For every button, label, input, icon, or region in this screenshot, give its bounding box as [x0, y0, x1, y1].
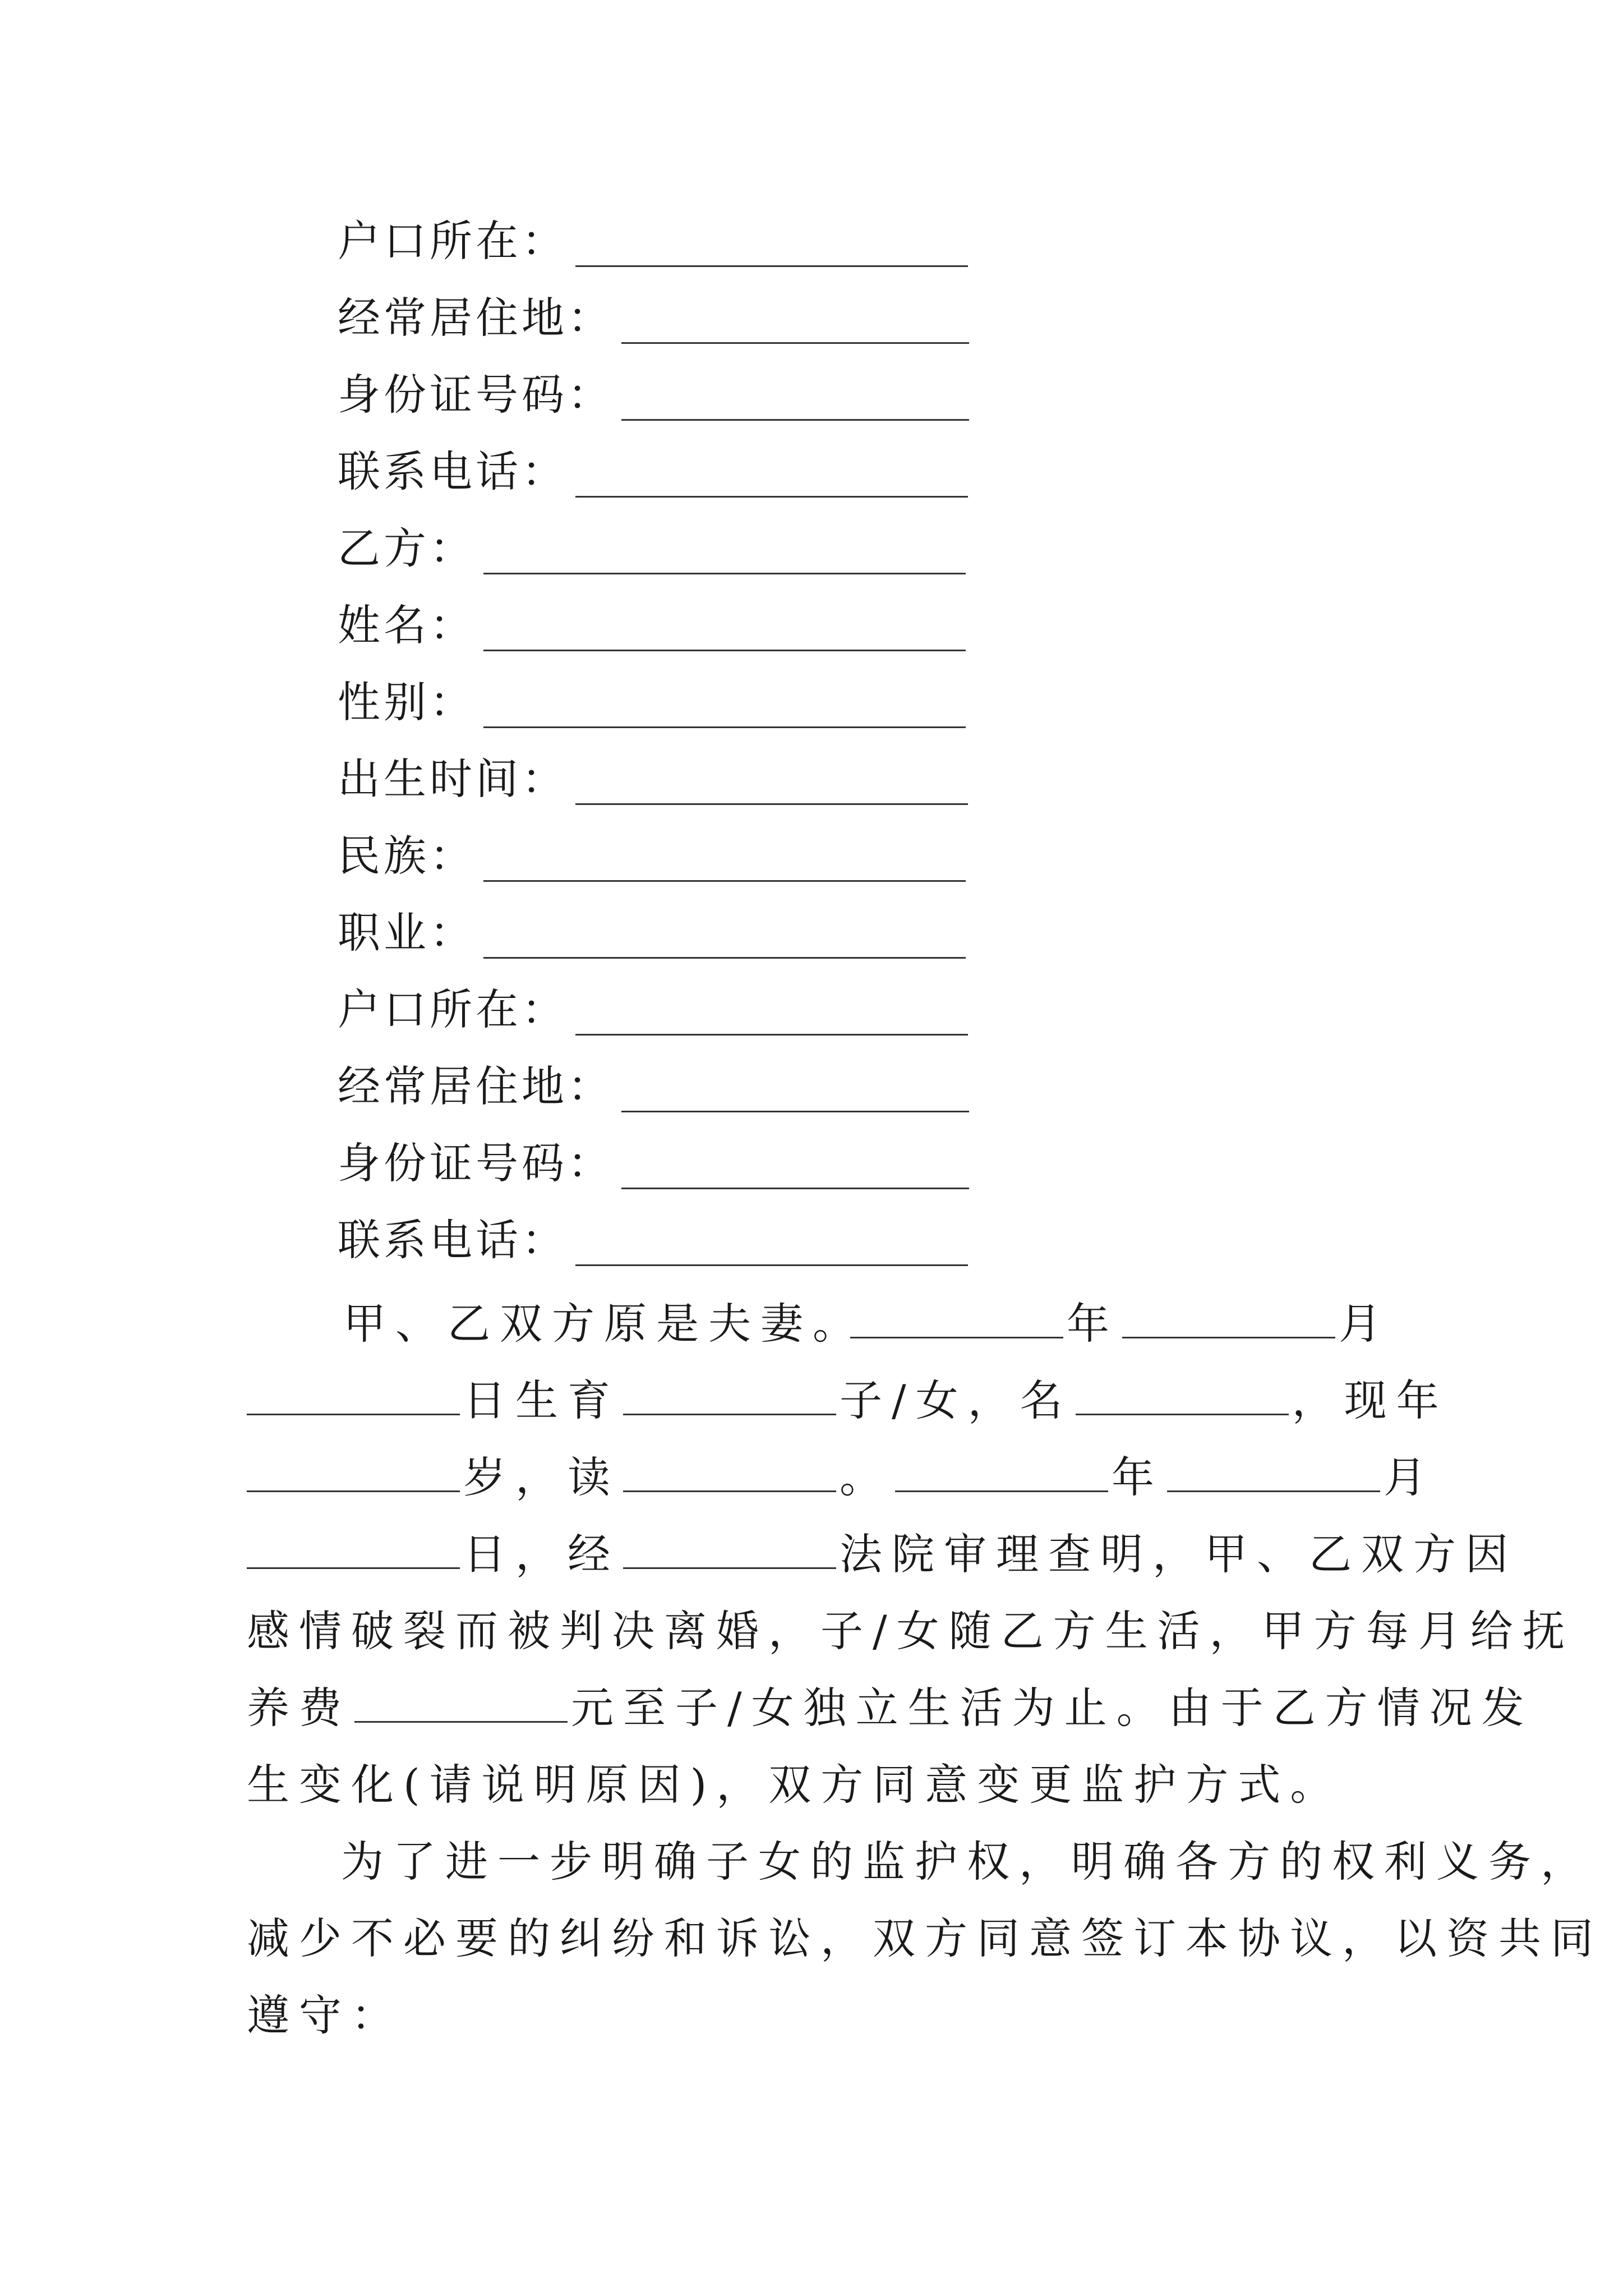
party-b-birth-row [338, 746, 968, 807]
party-b-title-row [338, 515, 966, 577]
paragraph1-line1 [343, 1296, 865, 1352]
party-a-hukou-row [338, 208, 968, 269]
paragraph2-line3 [247, 1987, 403, 2044]
paragraph2-line1 [341, 1834, 1593, 1890]
paragraph-text: 。 [840, 1452, 892, 1502]
field-label: 经常居住地： [338, 293, 614, 343]
fill-in-blank[interactable] [575, 1220, 968, 1266]
day-blank[interactable] [247, 1528, 460, 1569]
paragraph-text: 减少不必要的纠纷和诉讼，双方同意签订本协议，以资共同 [247, 1913, 1603, 1963]
field-label: 姓名： [338, 600, 476, 650]
fill-in-blank[interactable] [575, 758, 968, 805]
party-b-title: 乙方： [338, 523, 476, 573]
party-a-residence-row [338, 284, 969, 346]
fill-in-blank[interactable] [483, 528, 966, 574]
paragraph-text: 感情破裂而被判决离婚，子/女随乙方生活，甲方每月给抚 [247, 1606, 1575, 1656]
field-label: 户口所在： [338, 216, 568, 266]
paragraph1-line7 [247, 1757, 1342, 1813]
school-blank[interactable] [623, 1451, 836, 1492]
party-b-ethnicity-row [338, 822, 966, 884]
fill-in-blank[interactable] [575, 989, 968, 1036]
party-b-occupation-row [338, 899, 966, 961]
count-blank[interactable] [623, 1374, 836, 1415]
paragraph-text: 子/女，名 [840, 1375, 1072, 1425]
paragraph-text: 生变化(请说明原因)，双方同意变更监护方式。 [247, 1760, 1343, 1810]
party-b-name-row [338, 592, 966, 654]
paragraph1-line6 [247, 1680, 1534, 1736]
fill-in-blank[interactable] [483, 912, 966, 959]
party-b-phone-row [338, 1207, 968, 1268]
paragraph-text: 日生育 [463, 1375, 620, 1425]
party-b-residence-row [338, 1053, 969, 1115]
fill-in-blank[interactable] [621, 297, 969, 344]
field-label: 民族： [338, 831, 476, 881]
day-blank[interactable] [247, 1374, 460, 1415]
year-blank[interactable] [850, 1297, 1063, 1338]
month-blank[interactable] [1167, 1451, 1380, 1492]
paragraph1-line2 [247, 1373, 1449, 1429]
month-blank[interactable] [1122, 1297, 1335, 1338]
paragraph-text: 年 [1067, 1299, 1119, 1349]
party-b-gender-row [338, 669, 966, 730]
paragraph1-line3 [247, 1450, 1436, 1506]
paragraph-text: 法院审理查明，甲、乙双方因 [840, 1529, 1518, 1579]
paragraph1-line1-date [847, 1296, 1391, 1352]
amount-blank[interactable] [354, 1682, 568, 1723]
fill-in-blank[interactable] [575, 220, 968, 267]
field-label: 户口所在： [338, 984, 568, 1034]
paragraph-text: ，现年 [1292, 1375, 1449, 1425]
paragraph-text: 为了进一步明确子女的监护权，明确各方的权利义务， [341, 1837, 1593, 1887]
fill-in-blank[interactable] [483, 835, 966, 882]
paragraph1-line4 [247, 1526, 1518, 1582]
field-label: 联系电话： [338, 1215, 568, 1265]
paragraph-text: 元至子/女独立生活为止。由于乙方情况发 [571, 1683, 1534, 1733]
party-a-phone-row [338, 438, 968, 500]
field-label: 身份证号码： [338, 370, 614, 420]
field-label: 联系电话： [338, 447, 568, 496]
fill-in-blank[interactable] [575, 451, 968, 498]
paragraph-text: 月 [1384, 1452, 1436, 1502]
party-b-hukou-row [338, 976, 968, 1038]
paragraph-text: 年 [1112, 1452, 1164, 1502]
paragraph-text: 遵守： [247, 1990, 403, 2040]
paragraph-text: 养费 [247, 1683, 351, 1733]
paragraph-text: 岁，读 [463, 1452, 620, 1502]
fill-in-blank[interactable] [621, 1143, 969, 1189]
field-label: 职业： [338, 908, 476, 958]
paragraph-text: 日，经 [463, 1529, 620, 1579]
party-b-id-row [338, 1130, 969, 1191]
field-label: 身份证号码： [338, 1138, 614, 1188]
field-label: 出生时间： [338, 754, 568, 804]
field-label: 经常居住地： [338, 1061, 614, 1111]
paragraph-text: 月 [1339, 1299, 1391, 1349]
paragraph-text: 甲、乙双方原是夫妻。 [343, 1299, 865, 1349]
court-blank[interactable] [623, 1528, 836, 1569]
fill-in-blank[interactable] [483, 682, 966, 728]
age-blank[interactable] [247, 1451, 460, 1492]
child-name-blank[interactable] [1076, 1374, 1289, 1415]
fill-in-blank[interactable] [483, 605, 966, 651]
paragraph2-line2 [247, 1911, 1603, 1967]
field-label: 性别： [338, 677, 476, 727]
paragraph1-line5 [247, 1603, 1575, 1659]
fill-in-blank[interactable] [621, 374, 969, 421]
party-a-id-row [338, 361, 969, 423]
year-blank[interactable] [895, 1451, 1108, 1492]
fill-in-blank[interactable] [621, 1066, 969, 1112]
